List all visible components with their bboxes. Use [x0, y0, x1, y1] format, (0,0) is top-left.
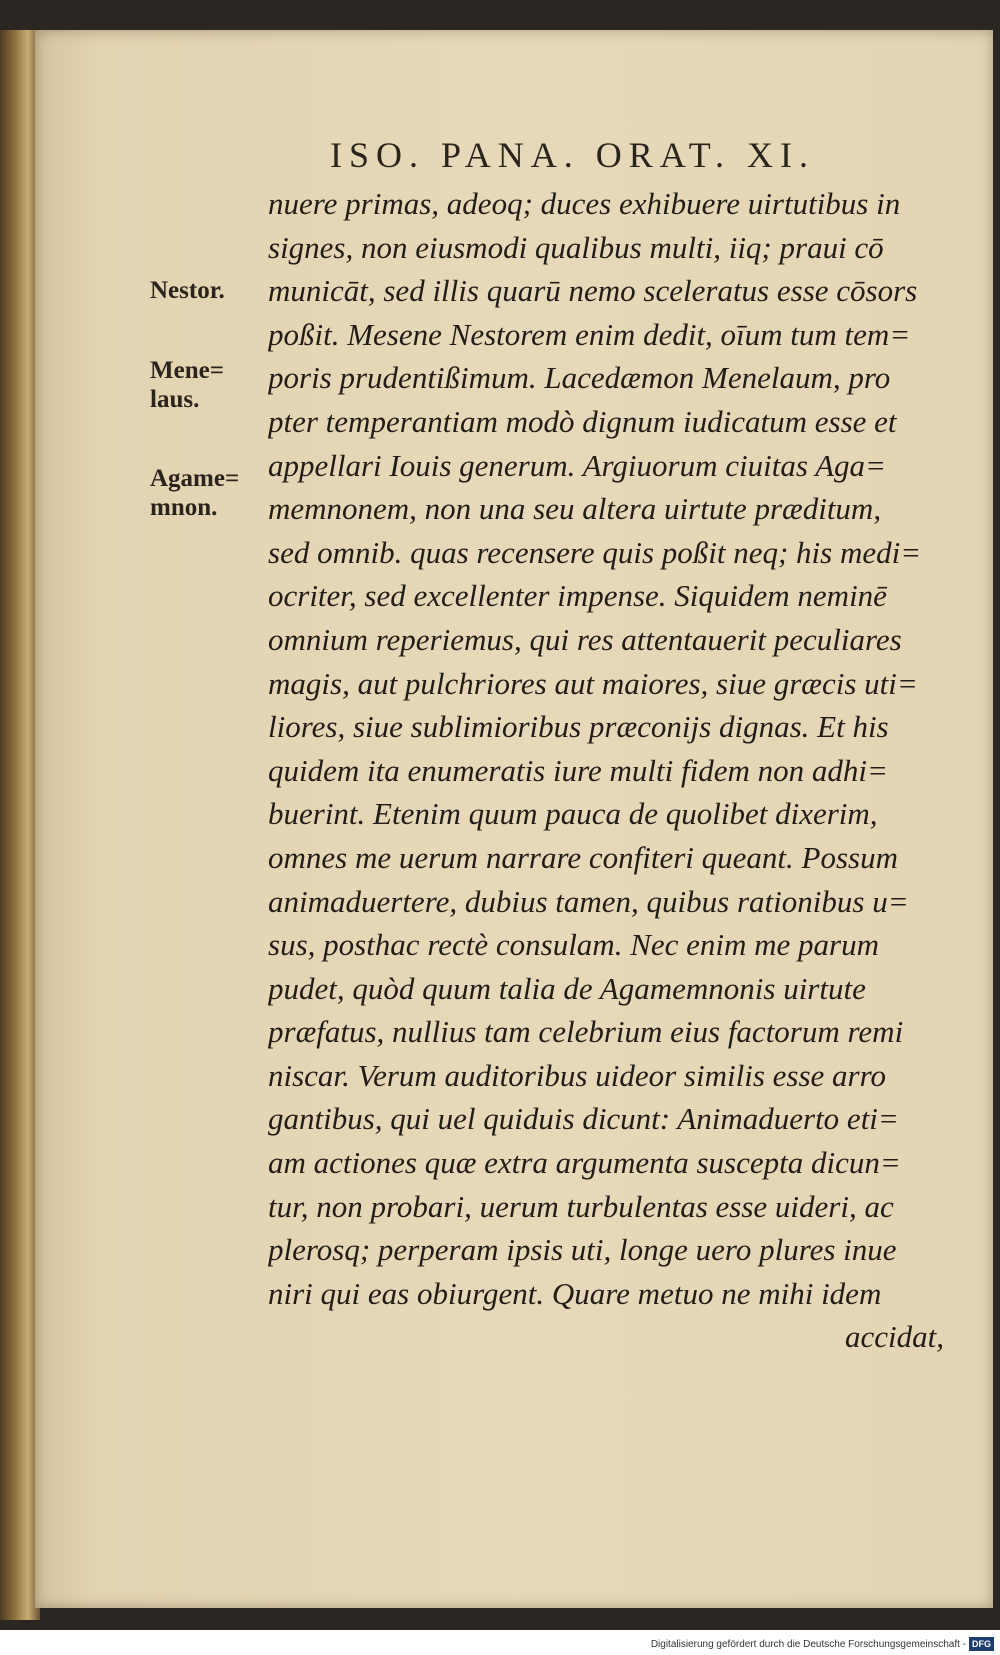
text-line: sus, posthac rectè consulam. Nec enim me parum — [268, 927, 879, 963]
text-line: am actiones quæ extra argumenta suscepta dicun= — [268, 1145, 901, 1181]
text-line: animaduertere, dubius tamen, quibus rationibus u= — [268, 883, 909, 919]
marginal-note-line: Agame= — [150, 465, 240, 492]
text-line: gantibus, qui uel quiduis dicunt: Animaduerto eti= — [268, 1101, 899, 1137]
text-line: quidem ita enumeratis iure multi fidem non adhi= — [268, 752, 888, 788]
digitization-credit — [604, 1637, 994, 1651]
marginal-note-line: Mene= — [150, 357, 224, 384]
text-line: niscar. Verum auditoribus uideor similis esse arro — [268, 1057, 887, 1093]
text-line: buerint. Etenim quum pauca de quolibet dixerim, — [268, 796, 878, 832]
marginal-note-nestor — [150, 276, 262, 305]
marginal-note-line: Nestor. — [150, 277, 225, 304]
text-line: omnium reperiemus, qui res attentauerit peculiares — [268, 621, 902, 657]
text-line: magis, aut pulchriores aut maiores, siue græcis uti= — [268, 665, 918, 701]
text-line: nuere primas, adeoq; duces exhibuere uirtutibus in — [268, 186, 901, 221]
text-line: municāt, sed illis quarū nemo sceleratus esse cōsors — [268, 273, 918, 309]
text-line: plerosq; perperam ipsis uti, longe uero plures inue — [268, 1232, 897, 1268]
catchword: accidat, — [845, 1319, 944, 1355]
marginal-note-agamemnon — [150, 464, 262, 522]
credit-text: Digitalisierung gefördert durch die Deutsche Forschungsgemeinschaft - — [650, 1639, 966, 1650]
text-line: appellari Iouis generum. Argiuorum ciuitas Aga= — [268, 447, 886, 483]
text-line: tur, non probari, uerum turbulentas esse uideri, ac — [268, 1188, 894, 1224]
dfg-logo: DFG — [969, 1637, 994, 1651]
book-spine-edge — [0, 30, 40, 1620]
running-head: ISO. PANA. ORAT. XI. — [330, 135, 816, 175]
text-line: præfatus, nullius tam celebrium eius factorum remi — [268, 1014, 904, 1050]
text-line: niri qui eas obiurgent. Quare metuo ne mihi idem — [268, 1275, 882, 1311]
text-line: poßit. Mesene Nestorem enim dedit, oīum tum tem= — [268, 316, 911, 352]
text-line: sed omnib. quas recensere quis poßit neq; his medi= — [268, 534, 922, 570]
body-text — [268, 182, 944, 1359]
text-line: liores, siue sublimioribus præconijs dignas. Et his — [268, 709, 889, 745]
text-line: pudet, quòd quum talia de Agamemnonis uirtute — [268, 970, 866, 1006]
marginal-note-menelaus — [150, 356, 262, 414]
marginal-note-line: mnon. — [150, 494, 218, 521]
text-line: ocriter, sed excellenter impense. Siquidem neminē — [268, 578, 887, 614]
text-line: poris prudentißimum. Lacedæmon Menelaum, pro — [268, 360, 891, 396]
text-line: signes, non eiusmodi qualibus multi, iiq; praui cō — [268, 229, 884, 265]
text-line: memnonem, non una seu altera uirtute præditum, — [268, 491, 882, 527]
text-line: pter temperantiam modò dignum iudicatum esse et — [268, 403, 897, 439]
text-line: omnes me uerum narrare confiteri queant. Possum — [268, 839, 898, 875]
marginal-note-line: laus. — [150, 386, 200, 413]
